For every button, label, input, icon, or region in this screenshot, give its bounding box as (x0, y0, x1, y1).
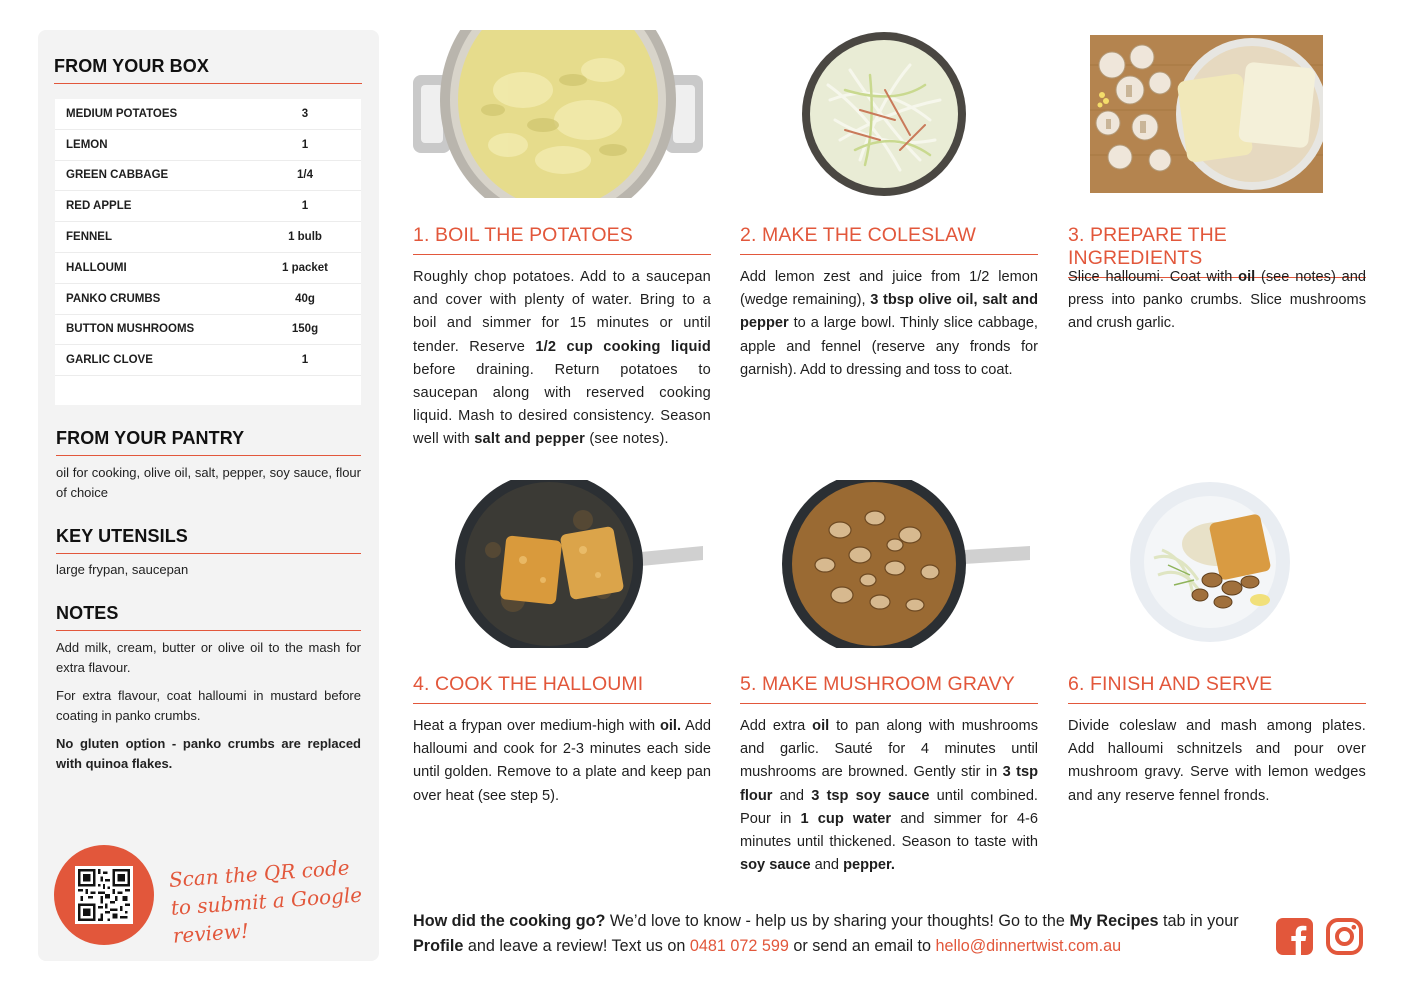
step-4-body (413, 715, 711, 808)
emphasis-text: soy sauce (740, 857, 811, 874)
ingredient-name: MEDIUM POTATOES (66, 107, 178, 120)
ingredient-row (55, 130, 361, 161)
text-run: Slice halloumi. Coat with (1068, 269, 1239, 285)
halloumi-frypan-photo (453, 480, 703, 648)
text-run: and leave a review! Text us on (463, 937, 690, 955)
note-item: Add milk, cream, butter or olive oil to the mash for extra flavour. (56, 640, 361, 675)
contact-link[interactable]: 0481 072 599 (689, 937, 789, 955)
step-6-body (1068, 715, 1366, 808)
feedback-footer (413, 909, 1263, 959)
emphasis-text: How did the cooking go? (413, 912, 606, 930)
text-run: or send an email to (788, 937, 936, 955)
step-3-body (1068, 266, 1366, 336)
from-your-pantry-heading: FROM YOUR PANTRY (56, 428, 361, 456)
ingredient-name: LEMON (66, 138, 108, 151)
text-run: tab in your (1158, 912, 1239, 930)
instagram-icon[interactable] (1326, 918, 1363, 955)
ingredient-qty: 1 (301, 138, 309, 151)
text-run: (see notes). (585, 431, 669, 448)
text-run: We’d love to know - help us by sharing your thoughts! Go to the (605, 912, 1070, 930)
utensils-text: large frypan, saucepan (56, 562, 189, 577)
qr-badge[interactable] (54, 845, 154, 945)
text-run: and (772, 787, 812, 804)
emphasis-text: 3 tbsp olive oil, salt and pepper (740, 292, 1038, 332)
ingredients-sidebar (38, 30, 379, 961)
qr-caption: Scan the QR code to submit a Google review! (168, 855, 363, 948)
emphasis-text: oil (812, 718, 830, 734)
emphasis-text: salt and pepper (474, 431, 586, 448)
ingredient-qty: 3 (301, 107, 309, 120)
text-run: Heat a frypan over medium-high with (413, 718, 660, 734)
key-utensils-heading: KEY UTENSILS (56, 526, 361, 554)
ingredient-qty: 1 (301, 354, 309, 367)
emphasis-text: pepper. (843, 857, 895, 874)
text-run: Add extra (740, 718, 813, 734)
from-your-box-heading: FROM YOUR BOX (54, 56, 362, 84)
note-item: For extra flavour, coat halloumi in mustard before coating in panko crumbs. (56, 688, 361, 723)
text-run: before draining. Return potatoes to saucepan along with reserved cooking liquid. Mash to desired consistency. Season well with (413, 361, 711, 448)
text-run: Divide coleslaw and mash among plates. Add halloumi schnitzels and pour over mushroom gravy. Serve with lemon wedges and any reserve fennel fronds. (1068, 718, 1366, 804)
note-gluten-free: No gluten option - panko crumbs are replaced with quinoa flakes. (56, 736, 361, 771)
emphasis-text: 3 tsp flour (740, 764, 1038, 804)
step-3-title: 3. PREPARE THE INGREDIENTS (1068, 224, 1366, 278)
text-run: Add halloumi and cook for 2-3 minutes each side until golden. Remove to a plate and keep pan over heat (see step 5). (413, 718, 711, 804)
emphasis-text: 3 tsp soy sauce (811, 787, 930, 804)
ingredient-name: FENNEL (66, 231, 112, 244)
emphasis-text: 1/2 cup cooking liquid (535, 338, 711, 355)
ingredient-name: BUTTON MUSHROOMS (66, 323, 195, 336)
facebook-icon[interactable] (1276, 918, 1313, 955)
mushroom-gravy-photo (780, 480, 1030, 648)
ingredient-qty: 1 bulb (288, 231, 322, 244)
text-run: and (810, 857, 844, 874)
text-run: to pan along with mushrooms and garlic. Sauté for 4 minutes until mushrooms are browned. Gently stir in (740, 718, 1038, 781)
text-run: Add lemon zest and juice from 1/2 lemon (wedge remaining), (740, 269, 1038, 309)
pantry-text: oil for cooking, olive oil, salt, pepper, soy sauce, flour of choice (56, 465, 361, 500)
step-1-title: 1. BOIL THE POTATOES (413, 224, 711, 255)
ingredient-row (55, 253, 361, 284)
ingredient-name: HALLOUMI (66, 261, 127, 274)
text-run: Roughly chop potatoes. Add to a saucepan and cover with plenty of water. Bring to a boil and simmer for 15 minutes or until tender. Reserve (413, 269, 711, 355)
notes-list (56, 638, 361, 782)
text-run: to a large bowl. Thinly slice cabbage, apple and fennel (reserve any fronds for garnish). Add to dressing and toss to coat. (740, 315, 1038, 378)
ingredient-name: GREEN CABBAGE (66, 169, 169, 182)
emphasis-text: 1 cup water (800, 810, 892, 827)
step-5-body (740, 715, 1038, 877)
emphasis-text: oil. (659, 718, 682, 734)
plated-dish-photo (1128, 480, 1293, 645)
ingredient-qty: 1/4 (297, 169, 313, 182)
ingredient-qty: 40g (295, 292, 315, 305)
ingredients-board-photo (1090, 35, 1323, 193)
step-2-title: 2. MAKE THE COLESLAW (740, 224, 1038, 255)
qr-code-icon (75, 866, 133, 924)
step-1-body (413, 266, 711, 452)
ingredient-name: PANKO CRUMBS (66, 292, 161, 305)
emphasis-text: My Recipes (1069, 912, 1159, 930)
ingredient-row (55, 345, 361, 376)
ingredient-qty: 1 (301, 200, 309, 213)
ingredient-name: RED APPLE (66, 200, 132, 213)
ingredient-name: GARLIC CLOVE (66, 354, 153, 367)
text-run: (see notes) and press into panko crumbs. Slice mushrooms and crush garlic. (1068, 269, 1366, 332)
step-6-title: 6. FINISH AND SERVE (1068, 673, 1366, 704)
contact-link[interactable]: hello@dinnertwist.com.au (935, 937, 1122, 955)
ingredient-row (55, 222, 361, 253)
mashed-potatoes-photo (413, 30, 703, 198)
ingredient-qty: 1 packet (281, 261, 329, 274)
ingredient-row (55, 284, 361, 315)
emphasis-text: oil (1238, 269, 1256, 285)
ingredient-row (55, 161, 361, 192)
ingredient-row (55, 191, 361, 222)
text-run: and simmer for 4-6 minutes until thickened. Season to taste with (740, 810, 1038, 851)
coleslaw-photo (800, 30, 968, 198)
step-4-title: 4. COOK THE HALLOUMI (413, 673, 711, 704)
text-run: until combined. Pour in (740, 787, 1038, 827)
step-5-title: 5. MAKE MUSHROOM GRAVY (740, 673, 1038, 704)
emphasis-text: Profile (413, 937, 464, 955)
notes-heading: NOTES (56, 603, 361, 631)
ingredient-qty: 150g (291, 323, 319, 336)
ingredients-table (55, 99, 361, 405)
step-2-body (740, 266, 1038, 382)
ingredient-row (55, 315, 361, 346)
ingredient-row (55, 99, 361, 130)
